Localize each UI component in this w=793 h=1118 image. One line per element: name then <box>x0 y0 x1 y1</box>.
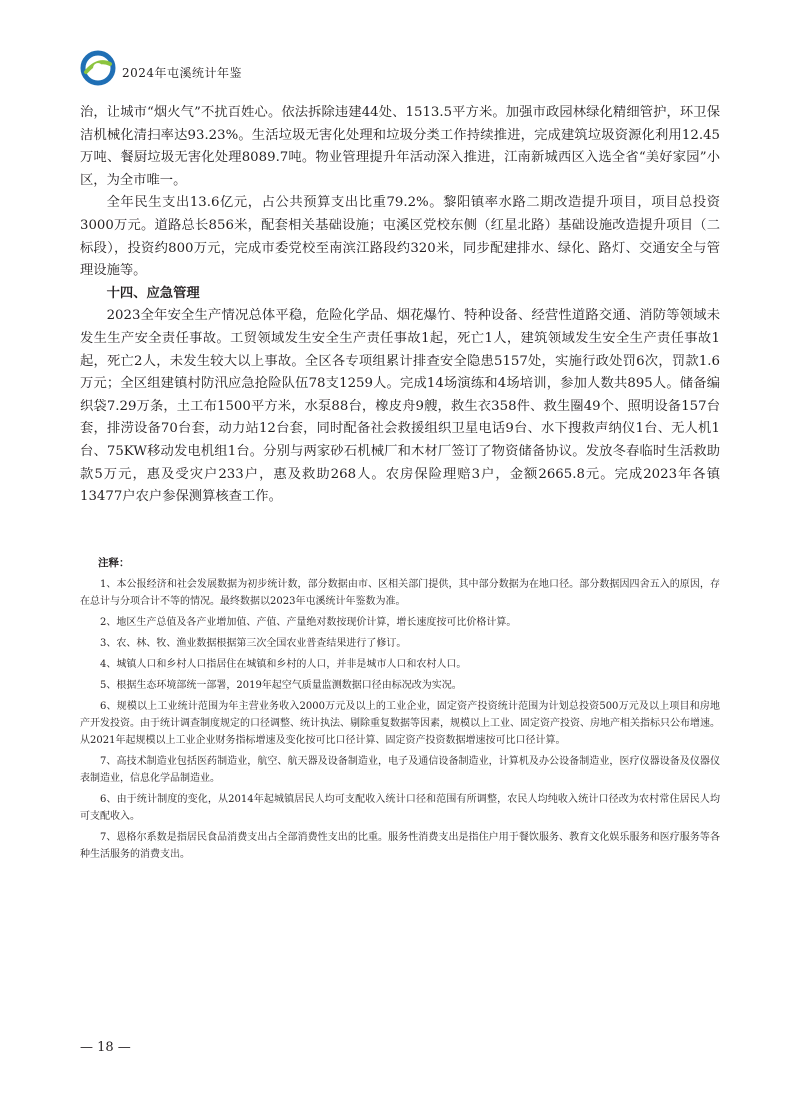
note-item: 4、城镇人口和乡村人口指居住在城镇和乡村的人口，并非是城市人口和农村人口。 <box>100 659 467 670</box>
notes-title: 注释： <box>98 557 130 569</box>
paragraph: 全年民生支出13.6亿元，占公共预算支出比重79.2%。黎阳镇率水路二期改造提升项目，项目总投资3000万元。道路总长856米，配套相关基础设施；屯溪区党校东侧（红星北路）基础设施改造提升项目（二标段），投资约800万元，完成市委党校至南滨江路段约320米，同步配建排水、绿化、路灯、交通安全与管理设施等。 <box>80 195 720 279</box>
note-item: 6、规模以上工业统计范围为年主营业务收入2000万元及以上的工业企业，固定资产投资统计范围为计划总投资500万元及以上项目和房地产开发投资。由于统计调查制度规定的口径调整、统计执法、剔除重复数据等因素，规模以上工业、固定资产投资、房地产相关指标只公布增速。从2021年起规模以上工业企业财务指标增速及变化按可比口径计算、固定资产投资数据增速按可比口径计算。 <box>80 701 720 746</box>
note-item: 7、高技术制造业包括医药制造业，航空、航天器及设备制造业，电子及通信设备制造业，计算机及办公设备制造业，医疗仪器设备及仪器仪表制造业，信息化学品制造业。 <box>80 756 720 784</box>
note-item: 3、农、林、牧、渔业数据根据第三次全国农业普查结果进行了修订。 <box>100 638 407 649</box>
page-number: — 18 — <box>80 1040 131 1055</box>
note-item: 6、由于统计制度的变化，从2014年起城镇居民人均可支配收入统计口径和范围有所调整，农民人均纯收入统计口径改为农村常住居民人均可支配收入。 <box>80 794 720 822</box>
section-paragraph: 2023全年安全生产情况总体平稳，危险化学品、烟花爆竹、特种设备、经营性道路交通、消防等领域未发生生产安全责任事故。工贸领域发生安全生产责任事故1起，死亡1人，建筑领域发生安全生产责任事故1起，死亡2人，未发生较大以上事故。全区各专项组累计排查安全隐患5157处，实施行政处罚6次，罚款1.6万元；全区组建镇村防汛应急抢险队伍78支1259人。完成14场演练和4场培训，参加人数共895人。储备编织袋7.29万条，土工布1500平方米，水泵88台，橡皮舟9艘，救生衣358件、救生圈49个、照明设备157台套，排涝设备70台套，动力站12台套，同时配备社会救援组织卫星电话9台、水下搜救声纳仪1台、无人机1台、75KW移动发电机组1台。分别与两家砂石机械厂和木材厂签订了物资储备协议。发放冬春临时生活救助款5万元，惠及受灾户233户，惠及救助268人。农房保险理赔3户，金额2665.8元。完成2023年各镇13477户农户参保测算核查工作。 <box>80 308 720 505</box>
section-heading: 十四、应急管理 <box>106 285 200 301</box>
yearbook-logo-icon <box>80 50 116 86</box>
notes-block <box>80 555 720 867</box>
note-item: 7、恩格尔系数是指居民食品消费支出占全部消费性支出的比重。服务性消费支出是指住户用于餐饮服务、教育文化娱乐服务和医疗服务等各种生活服务的消费支出。 <box>80 832 720 860</box>
main-content <box>80 102 720 509</box>
note-item: 5、根据生态环境部统一部署，2019年起空气质量监测数据口径由标况改为实况。 <box>100 680 462 691</box>
note-item: 1、本公报经济和社会发展数据为初步统计数，部分数据由市、区相关部门提供，其中部分数据为在地口径。部分数据因四舍五入的原因，存在总计与分项合计不等的情况。最终数据以2023年屯溪统计年鉴数为准。 <box>80 579 720 607</box>
header-title: 2024年屯溪统计年鉴 <box>122 66 243 80</box>
note-item: 2、地区生产总值及各产业增加值、产值、产量绝对数按现价计算，增长速度按可比价格计算。 <box>100 617 517 628</box>
page-header <box>80 50 720 94</box>
paragraph: 治，让城市“烟火气”不扰百姓心。依法拆除违建44处、1513.5平方米。加强市政园林绿化精细管护，环卫保洁机械化清扫率达93.23%。生活垃圾无害化处理和垃圾分类工作持续推进，完成建筑垃圾资源化利用12.45万吨、餐厨垃圾无害化处理8089.7吨。物业管理提升年活动深入推进，江南新城西区入选全省“美好家园”小区，为全市唯一。 <box>80 105 720 188</box>
